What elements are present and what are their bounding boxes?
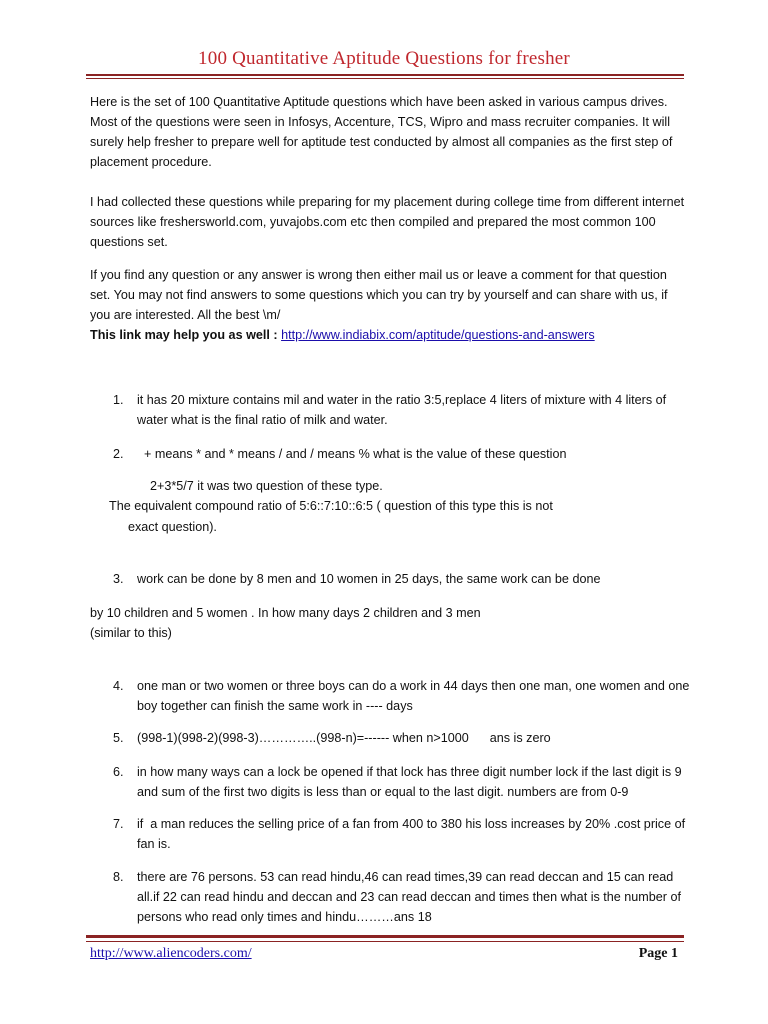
question-text: there are 76 persons. 53 can read hindu,46 can read times,39 can read deccan and 15 can read all.if 22 can read hindu and deccan and 23 can read deccan and times then what is the number of persons who read only times and hindu………ans 18	[137, 870, 681, 924]
question-number: 2.	[113, 447, 124, 461]
intro-paragraph-3: If you find any question or any answer is wrong then either mail us or leave a comment for that question set. You may not find answers to some questions which you can try by yourself and can share with us, if you are interested. All the best \m/	[90, 268, 668, 322]
question-2-example: 2+3*5/7 it was two question of these type.	[150, 479, 383, 493]
question-3-continuation: by 10 children and 5 women . In how many days 2 children and 3 men	[90, 606, 481, 620]
indiabix-link[interactable]: http://www.indiabix.com/aptitude/questions-and-answers	[281, 328, 595, 342]
question-2-subquestion: The equivalent compound ratio of 5:6::7:10::6:5 ( question of this type this is not	[109, 499, 553, 513]
question-3-note: (similar to this)	[90, 626, 172, 640]
intro-paragraph-2: I had collected these questions while preparing for my placement during college time from different internet sources like freshersworld.com, yuvajobs.com etc then compiled and prepared the most common 100 questions set.	[90, 195, 685, 249]
link-prefix: This link may help you as well :	[90, 328, 282, 342]
footer-rule-thin	[86, 941, 684, 942]
question-item	[113, 390, 697, 430]
question-text: in how many ways can a lock be opened if that lock has three digit number lock if the last digit is 9 and sum of the first two digits is less than or equal to the last digit. numbers are from 0-9	[137, 765, 682, 799]
footer-rule-thick	[86, 935, 684, 938]
question-text: (998-1)(998-2)(998-3)…………..(998-n)=------ when n>1000 ans is zero	[137, 731, 551, 745]
question-text: if a man reduces the selling price of a fan from 400 to 380 his loss increases by 20% .cost price of fan is.	[137, 817, 693, 851]
intro-link-line	[90, 325, 690, 345]
question-2-subquestion-cont: exact question).	[128, 520, 217, 534]
footer-website-link[interactable]: http://www.aliencoders.com/	[90, 946, 252, 961]
question-item	[113, 762, 697, 802]
question-text: it has 20 mixture contains mil and water in the ratio 3:5,replace 4 liters of mixture with 4 liters of water what is the final ratio of milk and water.	[137, 393, 667, 427]
question-text: work can be done by 8 men and 10 women in 25 days, the same work can be done	[137, 572, 601, 586]
question-item	[113, 444, 697, 464]
question-number: 8.	[113, 870, 124, 884]
question-number: 7.	[113, 817, 124, 831]
intro-paragraph-1: Here is the set of 100 Quantitative Aptitude questions which have been asked in various campus drives. Most of the questions were seen in Infosys, Accenture, TCS, Wipro and mass recruiter companies. It will surely help fresher to prepare well for aptitude test conducted by almost all companies as the first step of placement procedure.	[90, 95, 673, 169]
title-rule-thick	[86, 74, 684, 76]
document-title: 100 Quantitative Aptitude Questions for fresher	[198, 48, 570, 69]
question-item	[113, 728, 697, 748]
title-rule-thin	[86, 78, 684, 79]
question-number: 3.	[113, 572, 124, 586]
question-text: one man or two women or three boys can do a work in 44 days then one man, one women and one boy together can finish the same work in ---- days	[137, 679, 690, 713]
question-text: + means * and * means / and / means % what is the value of these question	[137, 447, 567, 461]
question-item	[113, 569, 697, 589]
question-item	[113, 867, 697, 927]
page-number: Page 1	[638, 946, 678, 961]
question-item	[113, 676, 697, 716]
question-item	[113, 814, 697, 854]
question-number: 1.	[113, 393, 124, 407]
question-number: 6.	[113, 765, 124, 779]
question-number: 4.	[113, 679, 124, 693]
question-number: 5.	[113, 731, 124, 745]
